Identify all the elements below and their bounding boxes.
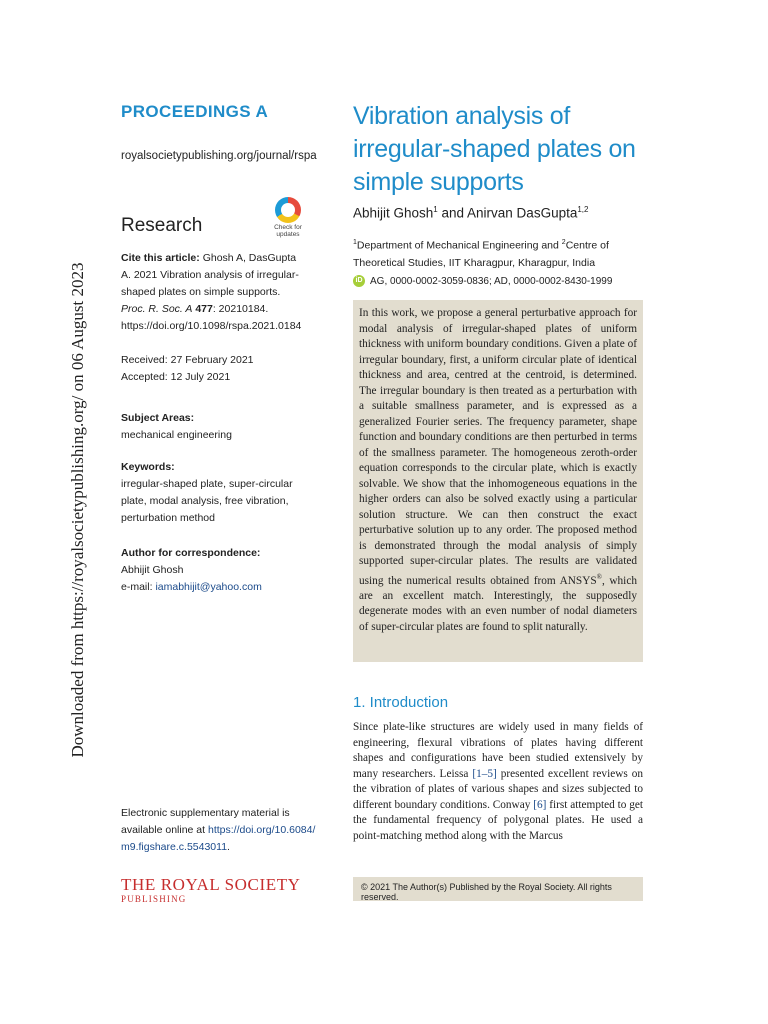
correspondence-name: Abhijit Ghosh xyxy=(121,564,184,576)
check-updates-icon xyxy=(275,197,301,223)
section-heading-introduction: 1. Introduction xyxy=(353,694,449,711)
correspondence-email-line: e-mail: iamabhijit@yahoo.com xyxy=(121,581,262,593)
correspondence xyxy=(121,545,306,596)
doi-link[interactable]: https://doi.org/10.1098/rspa.2021.0184 xyxy=(121,320,302,332)
author-2: Anirvan DasGupta xyxy=(467,205,578,221)
orcid-links[interactable]: AG, 0000-0002-3059-0836; AD, 0000-0002-8430-1999 xyxy=(370,275,613,287)
keywords xyxy=(121,459,306,527)
received-date: Received: 27 February 2021 xyxy=(121,354,254,366)
subject-label: Subject Areas: xyxy=(121,412,195,424)
article-title: Vibration analysis of irregular-shaped plates on simple supports xyxy=(353,102,636,196)
figshare-link[interactable]: https://doi.org/10.6084/m9.figshare.c.5543011 xyxy=(121,824,316,853)
subject-areas xyxy=(121,410,306,444)
citation-block xyxy=(121,250,306,335)
download-stamp: Downloaded from https://royalsocietypublishing.org/ on 06 August 2023 xyxy=(68,262,87,758)
subject-value: mechanical engineering xyxy=(121,429,232,441)
abstract-box: In this work, we propose a general perturbative approach for modal analysis of irregular-shaped plates of uniform thickness with uniform boundary conditions. Given a plate of irregular boundary, first, a uniform circular plate of identical thickness and area, centred at the centroid, is determined. The irregular boundary is then treated as a perturbation with a suitable smallness parameter, and is expressed as a generalized Fourier series. The frequency parameter, shape function and boundary conditions are then perturbed in terms of the smallness parameter. The homogeneous zeroth-order equation corresponds to the circular plate, which is exactly solvable. We show that the inhomogeneous equations in the higher orders can also be solved exactly using a particular solution structure. We can then construct the exact perturbative solution up to any order. The proposed method is demonstrated through the modal analysis of simply supported super-circular plates. The results are validated using the numerical results obtained from ANSYS®, which are an excellent match. Interestingly, the supposedly degenerate modes with an even number of nodal diameters of super-circular plates are found to split naturally. xyxy=(353,300,643,662)
cite-label: Cite this article: xyxy=(121,252,200,264)
royal-society-logo xyxy=(121,876,301,904)
check-for-updates-button[interactable] xyxy=(268,197,308,238)
publisher-sub: PUBLISHING xyxy=(121,894,187,904)
cite-text: Ghosh A, DasGupta A. 2021 Vibration analysis of irregular-shaped plates on simple supports. xyxy=(121,252,299,298)
author-1: Abhijit Ghosh xyxy=(353,205,434,221)
cite-volume: 477 xyxy=(195,303,213,315)
orcid-line xyxy=(353,275,612,287)
introduction-text: Since plate-like structures are widely used in many fields of engineering, flexural vibrations of plates having different shapes and configurations have been studied extensively by many researchers. Leissa [1–5] presented excellent reviews on the vibration of plates of various shapes and sizes subjected to different boundary conditions. Conway [6] first attempted to get the fundamental frequency of polygonal plates. He used a point-matching method along with the Marcus xyxy=(353,721,644,842)
email-link[interactable]: iamabhijit@yahoo.com xyxy=(155,581,262,593)
dates-block xyxy=(121,352,306,386)
supplementary-note: Electronic supplementary material is available online at https://doi.org/10.6084/m9.figshare.c.5543011. xyxy=(121,807,316,853)
accepted-date: Accepted: 12 July 2021 xyxy=(121,371,231,383)
reference-link-6[interactable]: [6] xyxy=(533,798,547,811)
orcid-icon: iD xyxy=(353,275,365,287)
cite-pages: : 20210184. xyxy=(212,303,269,315)
keywords-label: Keywords: xyxy=(121,461,175,473)
reference-link-1-5[interactable]: [1–5] xyxy=(472,767,497,780)
affiliation: $^1$Department of Mechanical Engineering and $^2$Centre of Theoretical Studies, IIT Kharagpur, Kharagpur, India xyxy=(353,239,609,269)
copyright-box: © 2021 The Author(s) Published by the Royal Society. All rights reserved. xyxy=(353,877,643,901)
authors: Abhijit Ghosh$^1$ and Anirvan DasGupta$^{1,2}$ xyxy=(353,205,589,221)
section-label: Research xyxy=(121,215,203,236)
journal-name: PROCEEDINGS A xyxy=(121,102,269,121)
cite-journal: Proc. R. Soc. A xyxy=(121,303,193,315)
check-updates-text: Check for updates xyxy=(274,224,302,238)
esm-text: Electronic supplementary material is available online at xyxy=(121,807,290,836)
journal-url-link[interactable]: royalsocietypublishing.org/journal/rspa xyxy=(121,150,317,162)
correspondence-label: Author for correspondence: xyxy=(121,547,261,559)
keywords-value: irregular-shaped plate, super-circular plate, modal analysis, free vibration, perturbation method xyxy=(121,478,293,524)
publisher-name: THE ROYAL SOCIETY xyxy=(121,875,301,894)
